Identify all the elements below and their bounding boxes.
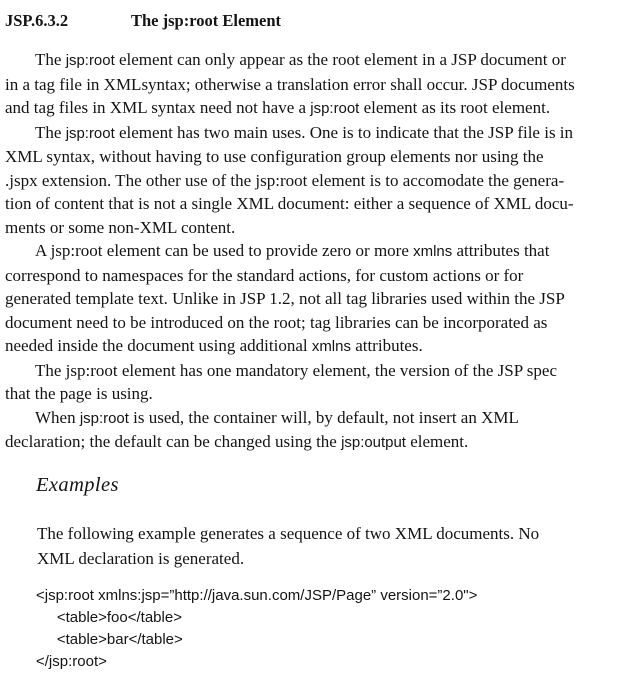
section-number: JSP.6.3.2 [5,11,69,30]
text-run: XML declaration is generated. [37,548,245,568]
inline-code: jsp:root [65,124,115,142]
text-line [5,73,628,97]
text-run: The [35,50,66,69]
body-paragraph-4 [5,359,628,406]
code-line-4: </jsp:root> [36,652,107,670]
section-body [5,48,628,455]
inline-code: jsp:root [65,52,115,69]
text-line [5,216,628,240]
text-run: When [35,407,80,427]
text-line [5,239,628,264]
text-run: document need to be introduced on the root; tag libraries can be incorporated as [5,312,548,332]
code-line-2: <table>foo</table> [36,608,182,626]
inline-code: xmlns [413,243,453,260]
text-line [5,382,628,406]
body-paragraph-1 [5,48,628,121]
examples-heading: Examples [36,473,119,496]
code-line-3: <table>bar</table> [36,630,183,648]
examples-intro [37,521,628,571]
text-line [5,311,628,335]
text-line [5,406,628,431]
text-line [5,145,628,169]
text-run: declaration; the default can be changed using the [5,432,342,451]
text-run: The following example generates a sequence of two XML documents. No [37,523,540,543]
inline-code: xmlns [311,338,351,355]
inline-code: jsp:output [341,434,406,451]
text-run: .jspx extension. The other use of the jsp:root element is to accomodate the genera- [5,170,565,190]
text-run: correspond to namespaces for the standard actions, for custom actions or for [5,265,524,285]
body-paragraph-2 [5,121,628,240]
text-run: element as its root element. [359,98,551,117]
text-run: attributes that [452,241,550,260]
text-line [5,264,628,288]
text-run: XML syntax, without having to use configuration group elements nor using the [5,147,544,166]
text-line [5,121,628,146]
text-run: element has two main uses. One is to indicate that the JSP file is in [114,122,574,142]
body-paragraph-3 [5,239,628,359]
text-run: that the page is using. [5,384,153,403]
text-line [5,96,628,121]
code-line-1: <jsp:root xmlns:jsp=”http://java.sun.com/JSP/Page” version=”2.0"> [36,586,478,604]
text-run: needed inside the document using additional [5,336,312,355]
section-heading [5,10,628,31]
text-line [5,359,628,383]
examples-section [36,472,628,673]
text-run: The jsp:root element has one mandatory element, the version of the JSP spec [35,360,557,380]
text-line [5,430,628,455]
text-line [5,192,628,216]
text-run: element can only appear as the root element in a JSP document or [114,50,566,69]
text-run: generated template text. Unlike in JSP 1.2, not all tag libraries used within the JSP [5,289,565,308]
text-line [5,287,628,311]
text-line [37,546,628,571]
text-run: and tag files in XML syntax need not have a [5,98,311,117]
text-line [5,48,628,73]
body-paragraph-5 [5,406,628,455]
inline-code: jsp:root [310,100,360,117]
text-run: A jsp:root element can be used to provide zero or more [35,241,414,260]
text-line [37,521,628,546]
text-line [5,169,628,193]
text-run: tion of content that is not a single XML document: either a sequence of XML docu- [5,194,574,213]
text-run: ments or some non-XML content. [5,217,236,237]
text-run: The [35,122,66,142]
text-run: attributes. [350,336,423,355]
text-run: is used, the container will, by default, not insert an XML [128,407,519,427]
code-block [36,585,628,673]
text-run: in a tag file in XMLsyntax; otherwise a translation error shall occur. JSP documents [5,74,575,94]
section-title: The jsp:root Element [131,11,282,30]
text-line [5,334,628,359]
text-run: element. [405,432,469,451]
inline-code: jsp:root [79,409,129,427]
